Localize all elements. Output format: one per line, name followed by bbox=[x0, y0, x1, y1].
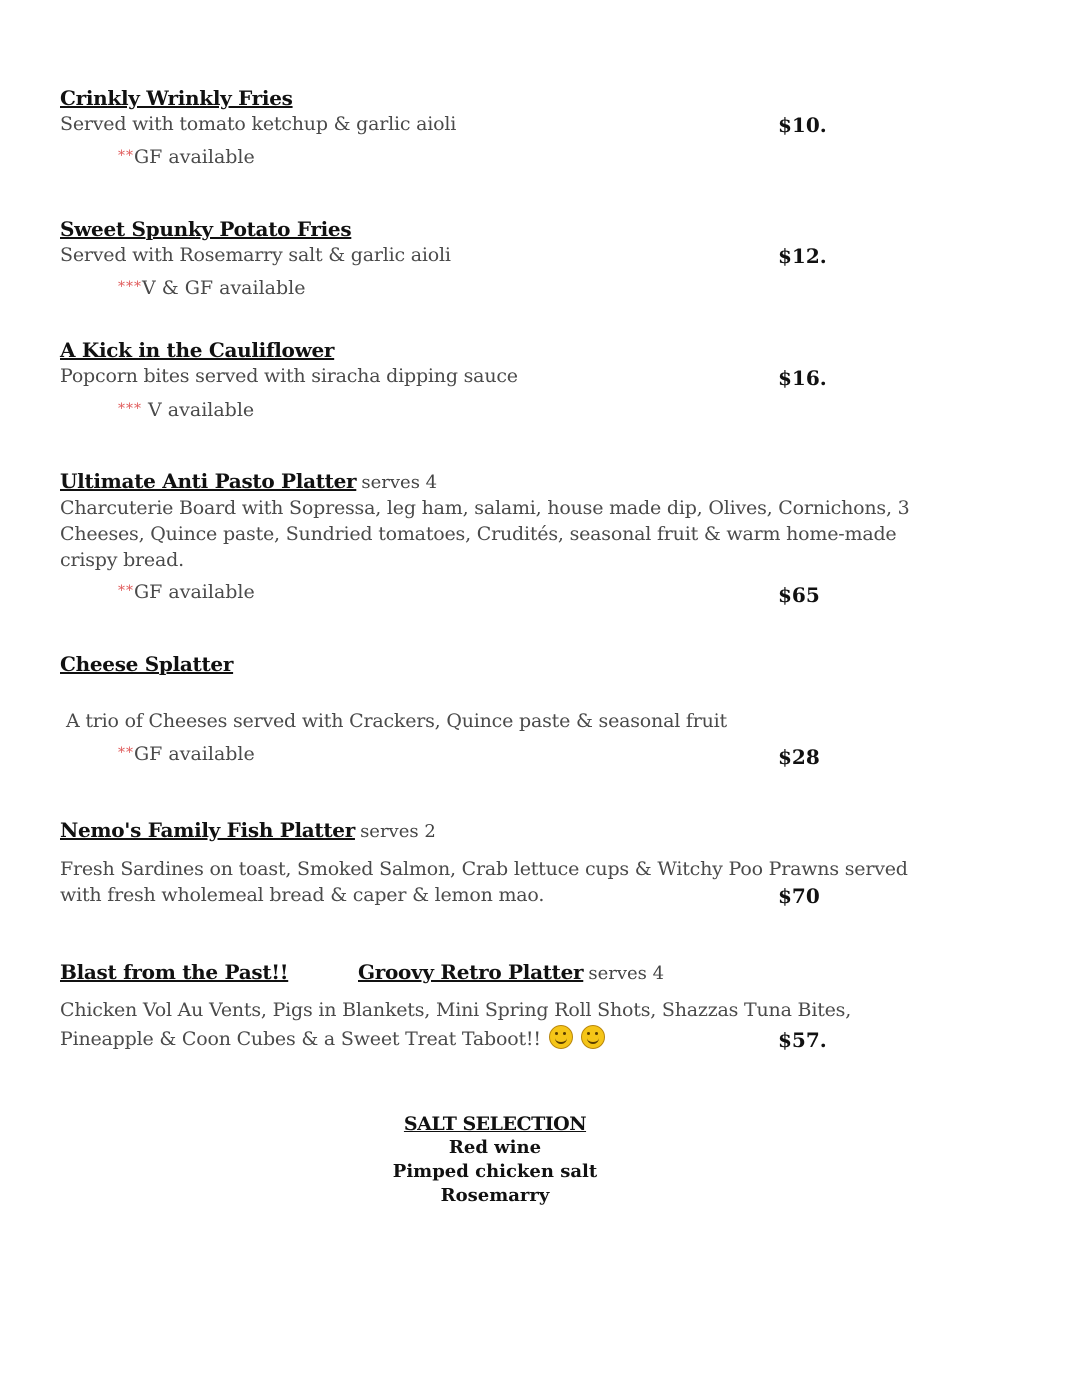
item-price: $10. bbox=[778, 113, 827, 137]
item-description: Popcorn bites served with siracha dipping sauce bbox=[60, 365, 518, 387]
note-text: GF available bbox=[134, 581, 255, 603]
note-asterisks: ** bbox=[118, 583, 134, 599]
item-dietary-note bbox=[118, 581, 255, 603]
item-description-line: Charcuterie Board with Sopressa, leg ham, salami, house made dip, Olives, Cornichons, 3 bbox=[60, 497, 910, 519]
note-text: GF available bbox=[134, 146, 255, 168]
note-text: GF available bbox=[134, 743, 255, 765]
item-serves: serves 4 bbox=[361, 472, 438, 493]
salt-option: Pimped chicken salt bbox=[392, 1161, 598, 1182]
item-title: Ultimate Anti Pasto Platter bbox=[60, 469, 357, 493]
item-description: Served with Rosemarry salt & garlic aioli bbox=[60, 244, 451, 266]
salt-option: Rosemarry bbox=[440, 1185, 550, 1206]
note-asterisks: ** bbox=[118, 148, 134, 164]
item-serves: serves 4 bbox=[588, 963, 665, 984]
item-serves: serves 2 bbox=[360, 821, 436, 842]
item-description-line: with fresh wholemeal bread & caper & lemon mao. bbox=[60, 884, 545, 906]
item-title: Groovy Retro Platter bbox=[358, 960, 584, 984]
item-description-line: Chicken Vol Au Vents, Pigs in Blankets, Mini Spring Roll Shots, Shazzas Tuna Bites, bbox=[60, 999, 852, 1021]
smiling-face-icon bbox=[549, 1025, 573, 1049]
item-dietary-note bbox=[118, 399, 254, 421]
item-title-crinkly-fries: Crinkly Wrinkly Fries bbox=[60, 86, 293, 110]
item-description: Served with tomato ketchup & garlic aioli bbox=[60, 113, 457, 135]
item-description-line: crispy bread. bbox=[60, 549, 184, 571]
item-price: $16. bbox=[778, 366, 827, 390]
item-heading-anti-pasto bbox=[60, 469, 437, 493]
item-title-sweet-potato-fries: Sweet Spunky Potato Fries bbox=[60, 217, 352, 241]
item-price: $70 bbox=[778, 884, 820, 908]
item-dietary-note bbox=[118, 277, 305, 299]
item-title-cauliflower: A Kick in the Cauliflower bbox=[60, 338, 335, 362]
smiling-face-icon bbox=[581, 1025, 605, 1049]
item-description: A trio of Cheeses served with Crackers, Quince paste & seasonal fruit bbox=[66, 710, 727, 732]
item-description-line: Cheeses, Quince paste, Sundried tomatoes, Crudités, seasonal fruit & warm home-made bbox=[60, 523, 897, 545]
item-price: $57. bbox=[778, 1028, 827, 1052]
item-description-line: Fresh Sardines on toast, Smoked Salmon, Crab lettuce cups & Witchy Poo Prawns served bbox=[60, 858, 908, 880]
item-price: $65 bbox=[778, 583, 820, 607]
note-text: V available bbox=[142, 399, 255, 421]
item-price: $28 bbox=[778, 745, 820, 769]
note-asterisks: *** bbox=[118, 401, 142, 417]
item-heading-retro-platter bbox=[358, 960, 664, 984]
note-asterisks: ** bbox=[118, 745, 134, 761]
item-title-cheese-splatter: Cheese Splatter bbox=[60, 652, 234, 676]
item-price: $12. bbox=[778, 244, 827, 268]
item-description-line bbox=[60, 1025, 605, 1052]
item-heading-fish-platter bbox=[60, 818, 436, 842]
description-text: Pineapple & Coon Cubes & a Sweet Treat Taboot!! bbox=[60, 1028, 541, 1050]
item-dietary-note bbox=[118, 146, 255, 168]
item-dietary-note bbox=[118, 743, 255, 765]
salt-selection-heading: SALT SELECTION bbox=[403, 1113, 587, 1135]
item-title-blast-from-past: Blast from the Past!! bbox=[60, 960, 289, 984]
note-text: V & GF available bbox=[142, 277, 306, 299]
note-asterisks: *** bbox=[118, 279, 142, 295]
salt-option: Red wine bbox=[448, 1137, 542, 1158]
item-title: Nemo's Family Fish Platter bbox=[60, 818, 355, 842]
